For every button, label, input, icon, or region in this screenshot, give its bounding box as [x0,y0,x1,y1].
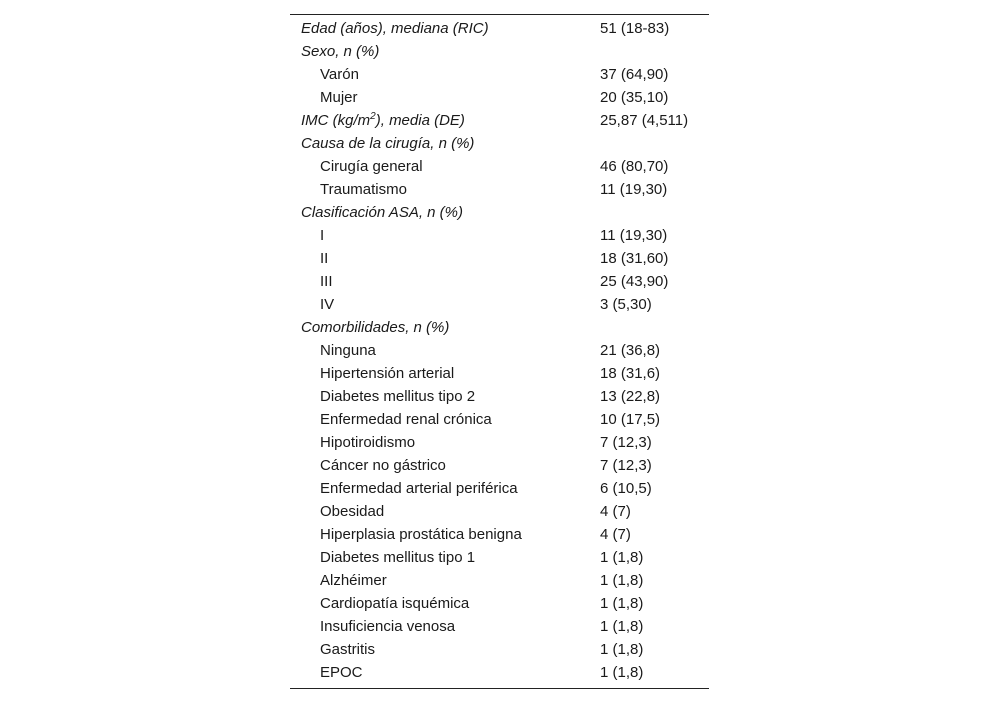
label-part: ), media (DE) [375,112,465,129]
row-value: 13 (22,8) [600,388,661,405]
row-value: 20 (35,10) [600,89,669,106]
table-row [290,224,709,247]
row-value: 18 (31,6) [600,365,661,382]
row-label: I [320,227,325,244]
table-row [290,638,709,661]
table-row [290,40,709,63]
row-value: 7 (12,3) [600,434,652,451]
row-label: Alzhéimer [320,572,387,589]
row-label: IV [320,296,335,313]
row-value: 1 (1,8) [600,549,644,566]
table-row [290,385,709,408]
row-label: Cardiopatía isquémica [320,595,470,612]
row-value: 1 (1,8) [600,641,644,658]
row-label: III [320,273,333,290]
row-value: 1 (1,8) [600,595,644,612]
label-part: IMC (kg/m [301,112,371,129]
row-value: 46 (80,70) [600,158,669,175]
row-value: 25 (43,90) [600,273,669,290]
row-value [600,316,709,339]
row-label: Varón [320,66,359,83]
row-value: 3 (5,30) [600,296,652,313]
row-value: 1 (1,8) [600,618,644,635]
section-label: Causa de la cirugía, n (%) [301,135,475,152]
table-row [290,178,709,201]
table-row [290,615,709,638]
table-row [290,17,709,40]
row-value [600,201,709,224]
table-row [290,362,709,385]
row-label: Traumatismo [320,181,407,198]
table-row [290,155,709,178]
data-table [290,17,709,684]
table-row [290,454,709,477]
section-label: Comorbilidades, n (%) [301,319,450,336]
table-row [290,500,709,523]
row-value: 25,87 (4,511) [600,112,689,129]
row-label: Diabetes mellitus tipo 1 [320,549,476,566]
table-row [290,523,709,546]
row-label: Diabetes mellitus tipo 2 [320,388,476,405]
table-row [290,86,709,109]
section-label: Edad (años), mediana (RIC) [301,20,489,37]
table-row [290,293,709,316]
row-label: Gastritis [320,641,376,658]
row-label: Cáncer no gástrico [320,457,446,474]
table-row [290,270,709,293]
table-row [290,431,709,454]
table-body [290,17,709,684]
row-value: 10 (17,5) [600,411,661,428]
row-value: 7 (12,3) [600,457,652,474]
row-value: 6 (10,5) [600,480,652,497]
table-row [290,569,709,592]
row-value: 11 (19,30) [600,181,668,198]
section-label: Clasificación ASA, n (%) [301,204,463,221]
table-row [290,339,709,362]
row-value: 21 (36,8) [600,342,661,359]
table-row [290,63,709,86]
row-value: 4 (7) [600,503,631,520]
row-label: Ninguna [320,342,376,359]
row-value: 18 (31,60) [600,250,669,267]
row-value: 1 (1,8) [600,664,644,681]
row-label: Insuficiencia venosa [320,618,456,635]
row-value: 11 (19,30) [600,227,668,244]
table-row [290,109,709,132]
section-label [290,109,600,132]
row-value [600,40,709,63]
row-label: Hipotiroidismo [320,434,416,451]
demographics-table [290,14,709,689]
row-label: Mujer [320,89,358,106]
row-label: Obesidad [320,503,385,520]
table-row [290,247,709,270]
table-row [290,201,709,224]
table-row [290,661,709,684]
label-superscript: 2 [370,111,376,122]
table-row [290,132,709,155]
row-value: 1 (1,8) [600,572,644,589]
row-label: Enfermedad renal crónica [320,411,492,428]
table-row [290,592,709,615]
row-label: EPOC [320,664,363,681]
table-row [290,408,709,431]
row-value [600,132,709,155]
table-row [290,546,709,569]
row-value: 37 (64,90) [600,66,669,83]
row-label: II [320,250,329,267]
row-label: Hipertensión arterial [320,365,455,382]
row-label: Hiperplasia prostática benigna [320,526,522,543]
row-label: Enfermedad arterial periférica [320,480,518,497]
section-label: Sexo, n (%) [301,43,380,60]
row-label: Cirugía general [320,158,423,175]
table-row [290,316,709,339]
table-row [290,477,709,500]
row-value: 51 (18-83) [600,20,670,37]
row-value: 4 (7) [600,526,631,543]
